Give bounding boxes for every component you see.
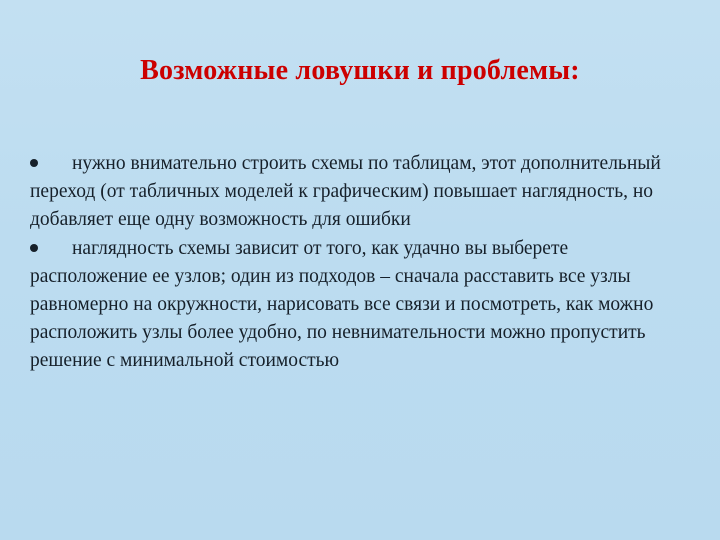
page-title: Возможные ловушки и проблемы: xyxy=(140,55,580,86)
list-item-text: нужно внимательно строить схемы по таблицам, этот дополнительный переход (от табличных моделей к графическим) повышает наглядность, но добавляет еще одну возможность для ошибки xyxy=(30,153,661,231)
slide-body xyxy=(30,150,690,376)
bullet-dot-icon xyxy=(30,244,38,252)
list-item xyxy=(30,235,690,376)
list-item xyxy=(30,150,690,235)
bullet-dot-icon xyxy=(30,159,38,167)
list-item-text: наглядность схемы зависит от того, как удачно вы выберете расположение ее узлов; один из подходов – сначала расставить все узлы равномерно на окружности, нарисовать все связи и посмотреть, как можно расположить узлы более удобно, по невнимательности можно пропустить решение с минимальной стоимостью xyxy=(30,237,654,372)
